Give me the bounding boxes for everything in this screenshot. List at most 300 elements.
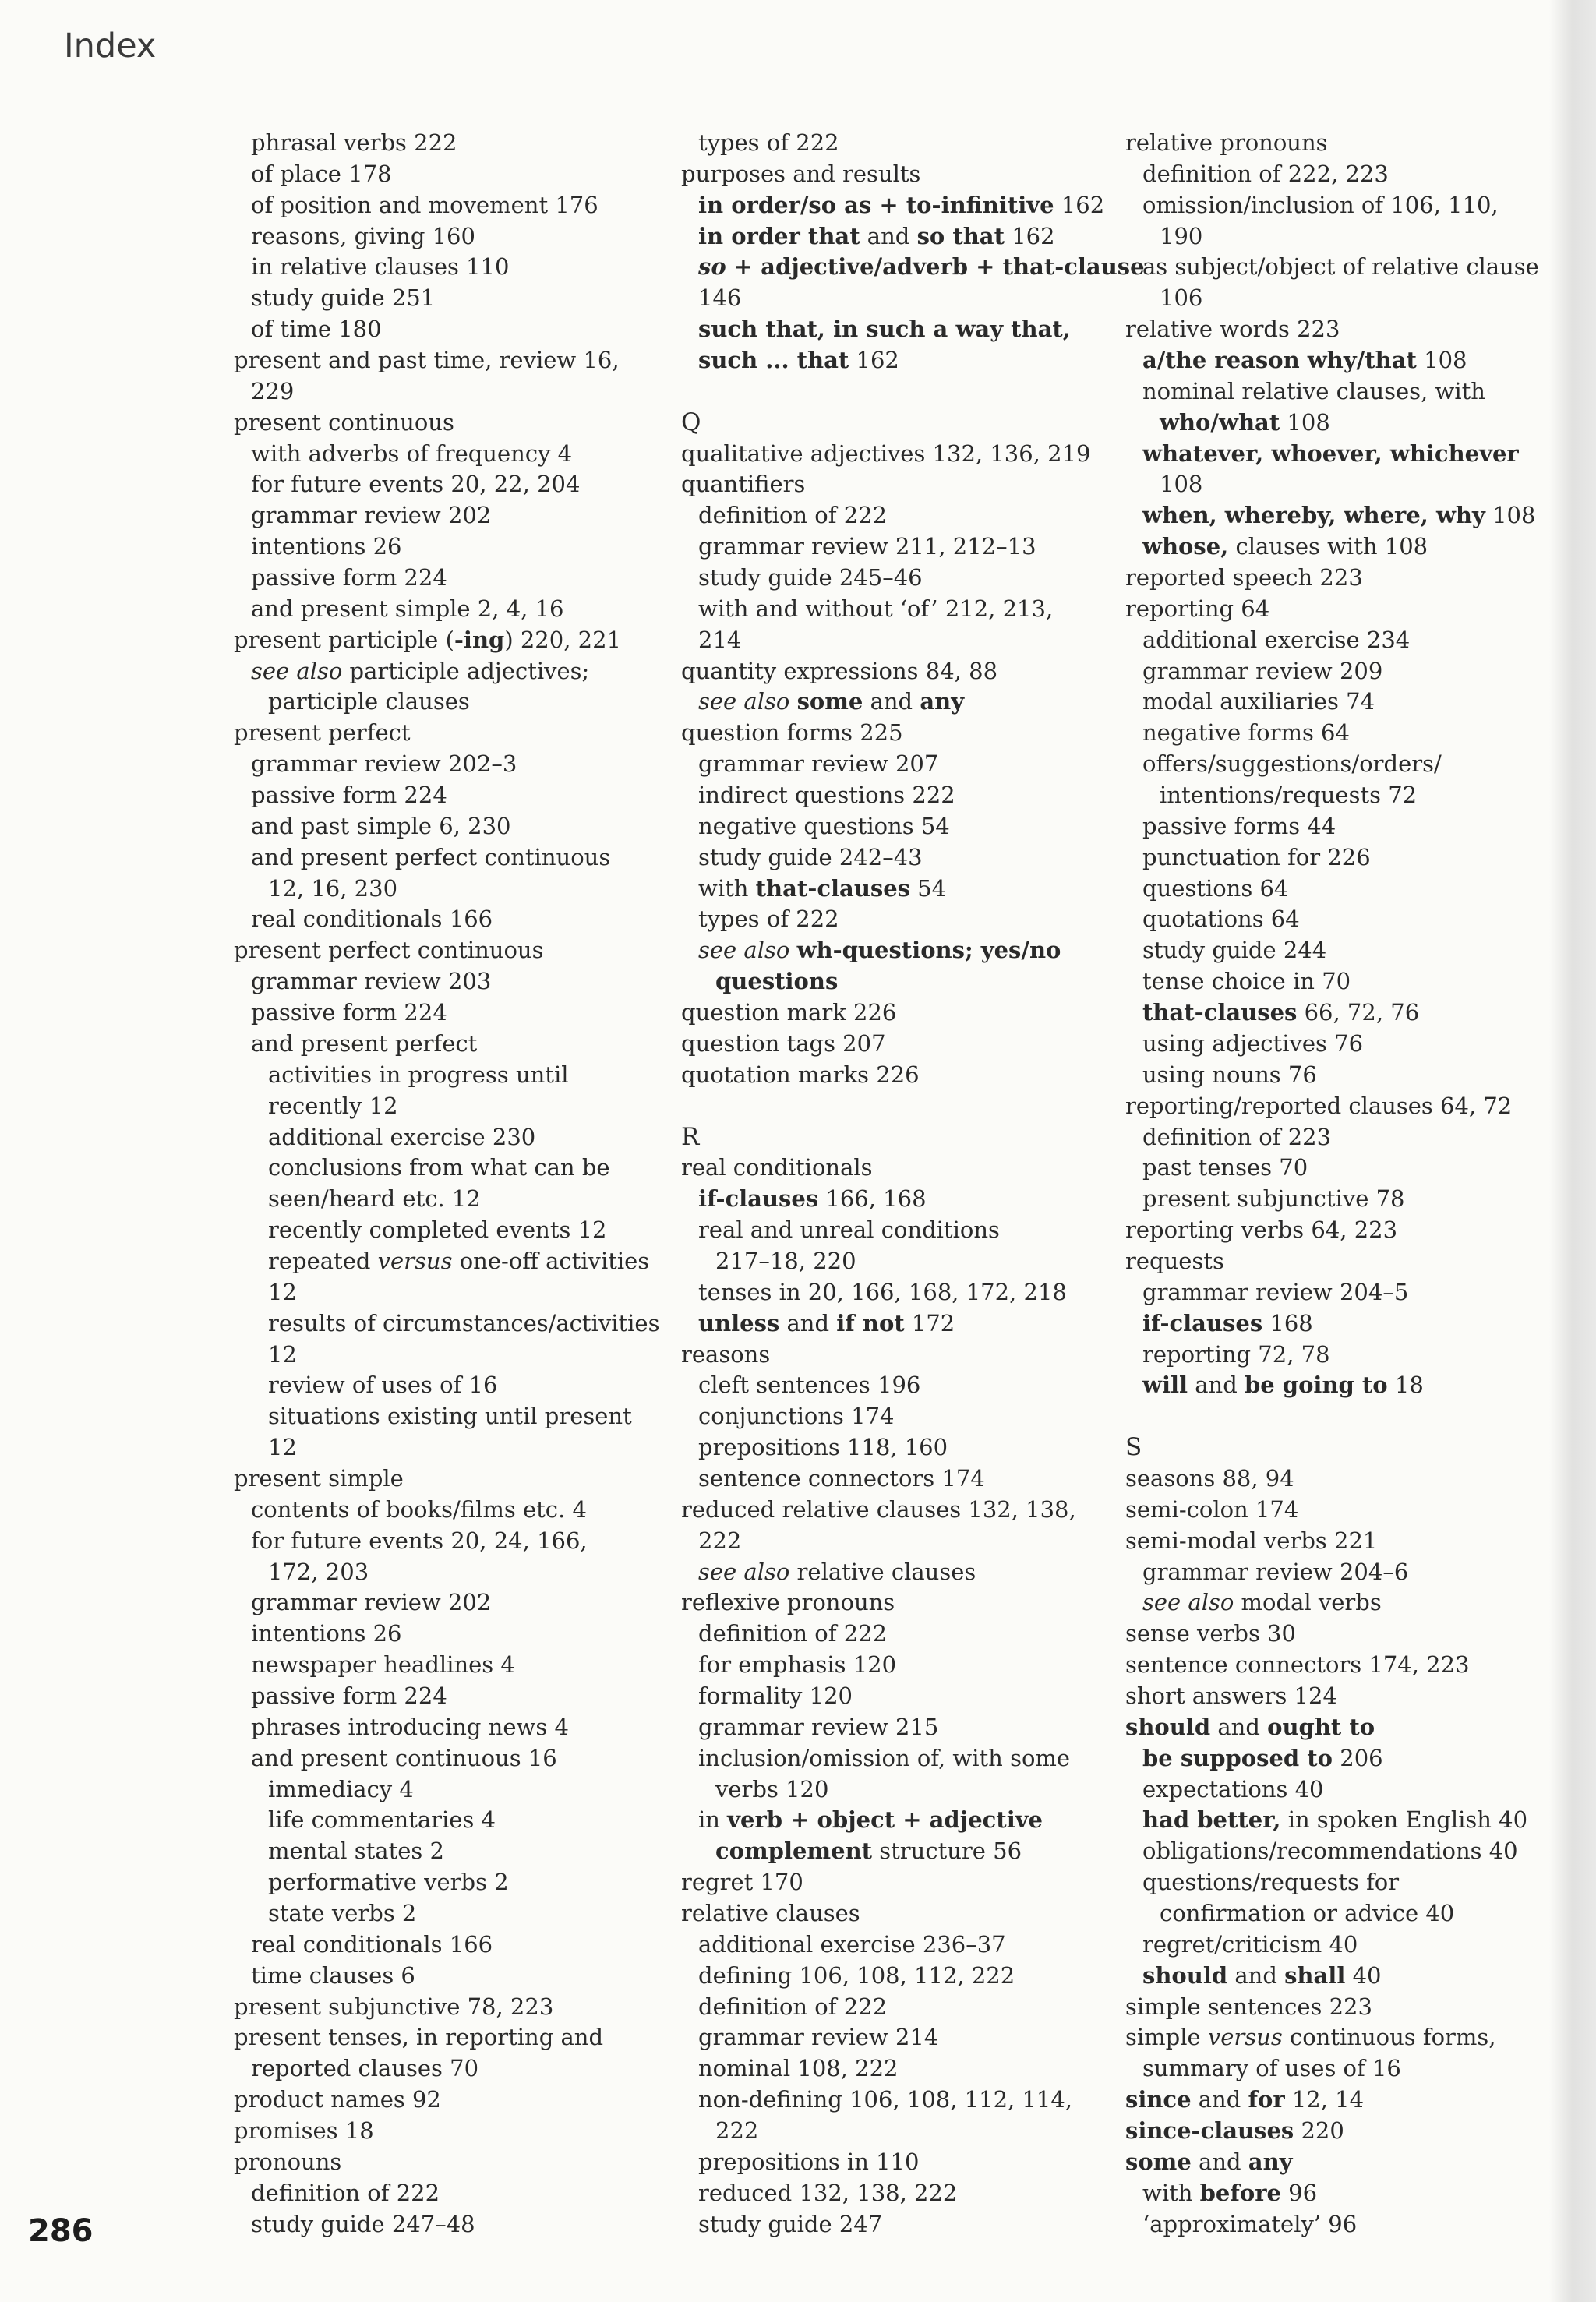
entry-text: in order/so as + to-infinitive: [698, 191, 1054, 218]
entry-text: 206: [1333, 1744, 1383, 1771]
entry-text: definition of 223: [1142, 1123, 1332, 1150]
entry-text: in: [698, 1806, 728, 1834]
entry-text: life commentaries 4: [268, 1806, 496, 1834]
entry-text: phrases introducing news 4: [251, 1713, 569, 1740]
entry-text: recently 12: [268, 1092, 398, 1119]
entry-text: had better,: [1142, 1806, 1281, 1834]
index-entry: [1125, 128, 1562, 159]
index-subentry: [234, 966, 655, 997]
index-entry: [1125, 1712, 1562, 1743]
index-subentry: [234, 2053, 655, 2085]
index-subentry: [234, 1712, 655, 1743]
index-subentry: [234, 563, 655, 594]
entry-text: results of circumstances/activities: [268, 1309, 660, 1336]
index-subentry: [234, 500, 655, 531]
index-entry: [681, 1060, 1102, 1091]
entry-text: negative forms 64: [1142, 719, 1350, 747]
index-subentry: [234, 439, 655, 470]
index-subentry: [234, 1029, 655, 1060]
index-subentry: [681, 1805, 1102, 1836]
page-title: Index: [64, 26, 157, 65]
index-subentry: [234, 1215, 655, 1246]
entry-text: conjunctions 174: [698, 1403, 895, 1430]
entry-text: [789, 937, 796, 963]
index-subentry: [1125, 1587, 1562, 1619]
entry-text: 96: [1280, 2179, 1318, 2206]
entry-text: 229: [251, 377, 295, 404]
index-subentry: [681, 190, 1105, 221]
index-subentry: [681, 749, 1102, 780]
entry-text: grammar review 214: [698, 2024, 939, 2051]
index-subentry: [234, 1370, 655, 1401]
entry-text: reflexive pronouns: [681, 1589, 895, 1616]
index-subentry: [1125, 1277, 1562, 1308]
entry-text: question forms 225: [681, 719, 903, 747]
entry-text: if-clauses: [1142, 1309, 1263, 1336]
index-subentry: [1125, 252, 1562, 283]
index-entry: [681, 469, 1102, 500]
entry-text: performative verbs 2: [268, 1869, 509, 1896]
entry-text: indirect questions 222: [698, 782, 955, 809]
entry-text: mental states 2: [268, 1838, 444, 1865]
entry-text: pronouns: [234, 2148, 342, 2175]
entry-text: passive forms 44: [1142, 812, 1336, 839]
index-subentry: [681, 687, 1102, 718]
index-subentry: [234, 1774, 655, 1806]
entry-text: grammar review 211, 212–13: [698, 533, 1036, 560]
index-subentry: [681, 1557, 1102, 1588]
index-entry: [234, 408, 655, 439]
index-subentry: [681, 1712, 1102, 1743]
index-subentry: [234, 1619, 655, 1650]
entry-text: present perfect: [234, 719, 411, 747]
entry-text: study guide 247–48: [251, 2210, 475, 2237]
index-subentry: [234, 252, 655, 283]
index-subentry: [681, 2116, 1102, 2147]
entry-text: reasons: [681, 1340, 771, 1368]
entry-text: one-off activities: [452, 1247, 650, 1274]
entry-text: passive form 224: [251, 999, 447, 1026]
entry-text: grammar review 202–3: [251, 750, 517, 778]
index-subentry: [234, 1091, 655, 1122]
entry-text: + adjective/adverb + that-clause: [726, 253, 1145, 281]
index-subentry: [681, 1401, 1102, 1432]
index-subentry: [1125, 656, 1562, 687]
entry-text: before: [1199, 2179, 1281, 2206]
entry-text: recently completed events 12: [268, 1216, 607, 1244]
index-subentry: [1125, 2178, 1562, 2209]
entry-text: see also: [698, 937, 790, 964]
index-subentry: [1125, 439, 1562, 470]
entry-text: relative pronouns: [1125, 129, 1328, 156]
index-entry: [681, 1867, 1102, 1898]
index-subentry: [681, 1681, 1102, 1712]
entry-text: real conditionals 166: [251, 1930, 493, 1958]
entry-text: shall: [1284, 1961, 1346, 1989]
entry-text: in relative clauses 110: [251, 253, 510, 281]
index-subentry: [1125, 904, 1562, 935]
entry-text: and: [779, 1309, 837, 1336]
entry-text: present perfect continuous: [234, 937, 544, 964]
index-subentry: [681, 1308, 1102, 1340]
entry-text: newspaper headlines 4: [251, 1651, 515, 1679]
index-subentry: [681, 811, 1102, 842]
index-subentry: [1125, 1060, 1562, 1091]
index-entry: [1125, 563, 1562, 594]
index-subentry: [234, 1681, 655, 1712]
index-subentry: [1125, 1370, 1562, 1401]
entry-text: see also: [698, 688, 790, 715]
index-subentry: [234, 1587, 655, 1619]
entry-text: definition of 222: [698, 502, 888, 529]
index-subentry: [681, 2178, 1102, 2209]
entry-text: reduced relative clauses 132, 138,: [681, 1495, 1076, 1523]
entry-text: passive form 224: [251, 782, 447, 809]
index-subentry: [681, 780, 1102, 811]
index-subentry: [681, 2147, 1102, 2178]
index-subentry: [234, 842, 655, 874]
entry-text: promises 18: [234, 2117, 374, 2144]
entry-text: phrasal verbs 222: [251, 129, 457, 156]
index-subentry: [1125, 190, 1562, 221]
index-subentry: [681, 221, 1102, 252]
entry-text: any: [1248, 2148, 1293, 2175]
index-subentry: [681, 2022, 1102, 2053]
index-entry: [681, 718, 1102, 749]
index-subentry: [1125, 159, 1562, 190]
index-entry: [1125, 2022, 1562, 2053]
index-subentry: [681, 1215, 1102, 1246]
index-subentry: [681, 2053, 1102, 2085]
index-entry: [1125, 1463, 1562, 1495]
entry-text: question mark 226: [681, 999, 897, 1026]
index-subentry: [1125, 625, 1562, 656]
entry-text: and: [1191, 2148, 1248, 2175]
entry-text: punctuation for 226: [1142, 843, 1371, 870]
entry-text: for future events 20, 22, 204: [251, 471, 581, 498]
index-subentry: [1125, 469, 1562, 500]
entry-text: nominal 108, 222: [698, 2055, 899, 2082]
entry-text: such that, in such a way that,: [698, 316, 1071, 343]
index-subentry: [681, 345, 1102, 376]
index-subentry: [681, 314, 1102, 345]
entry-text: see also: [698, 1558, 790, 1585]
entry-text: 162: [849, 347, 899, 374]
entry-text: nominal relative clauses, with: [1142, 377, 1485, 404]
index-subentry: [681, 1743, 1102, 1774]
entry-text: of place 178: [251, 160, 392, 187]
index-entry: [1125, 2085, 1562, 2116]
entry-text: 12: [268, 1278, 297, 1305]
index-subentry: [1125, 1340, 1562, 1371]
entry-text: intentions/requests 72: [1160, 782, 1418, 809]
entry-text: relative clauses: [681, 1899, 860, 1926]
index-subentry: [234, 687, 655, 718]
index-subentry: [681, 1650, 1102, 1681]
index-entry: [1125, 1992, 1562, 2023]
entry-text: and: [860, 222, 917, 249]
entry-text: so: [698, 253, 726, 281]
entry-text: who/what: [1160, 408, 1280, 436]
entry-text: repeated: [268, 1247, 378, 1274]
entry-text: relative clauses: [789, 1558, 976, 1585]
entry-text: intentions 26: [251, 533, 402, 560]
index-subentry: [1125, 1743, 1562, 1774]
entry-text: simple: [1125, 2024, 1208, 2051]
entry-text: whose,: [1142, 533, 1229, 560]
entry-text: present and past time, review 16,: [234, 347, 620, 374]
entry-text: tense choice in 70: [1142, 968, 1351, 995]
entry-text: 168: [1262, 1309, 1313, 1336]
index-entry: [234, 1463, 655, 1495]
index-subentry: [681, 874, 1102, 905]
entry-text: 172: [904, 1309, 955, 1336]
entry-text: [789, 688, 796, 715]
entry-text: reporting/reported clauses 64, 72: [1125, 1092, 1513, 1119]
index-subentry: [234, 1557, 655, 1588]
entry-text: grammar review 204–5: [1142, 1278, 1409, 1305]
entry-text: 214: [698, 626, 742, 653]
index-subentry: [681, 2209, 1102, 2240]
index-subentry: [681, 1930, 1102, 1961]
entry-text: conclusions from what can be: [268, 1154, 610, 1181]
index-subentry: [1125, 1153, 1562, 1184]
entry-text: immediacy 4: [268, 1775, 414, 1802]
entry-text: grammar review 204–6: [1142, 1558, 1409, 1585]
entry-text: and present simple 2, 4, 16: [251, 595, 564, 622]
entry-text: versus: [1207, 2024, 1283, 2051]
index-subentry: [234, 2178, 655, 2209]
index-subentry: [681, 625, 1102, 656]
entry-text: using adjectives 76: [1142, 1029, 1364, 1057]
entry-text: types of 222: [698, 906, 839, 933]
index-entry: [234, 2147, 655, 2178]
index-subentry: [234, 1930, 655, 1961]
entry-text: sentence connectors 174, 223: [1125, 1651, 1470, 1679]
entry-text: S: [1125, 1433, 1142, 1462]
index-subentry: [1125, 1184, 1562, 1215]
entry-text: non-defining 106, 108, 112, 114,: [698, 2086, 1073, 2113]
index-entry: [681, 1898, 1102, 1930]
entry-text: sense verbs 30: [1125, 1620, 1296, 1647]
entry-text: such ... that: [698, 347, 849, 374]
entry-text: and: [1227, 1961, 1285, 1989]
entry-text: versus: [377, 1247, 453, 1274]
entry-text: grammar review 202: [251, 1589, 492, 1616]
entry-text: since-clauses: [1125, 2117, 1294, 2144]
index-entry: [234, 2116, 655, 2147]
index-subentry: [1125, 1308, 1562, 1340]
entry-text: unless: [698, 1309, 780, 1336]
index-subentry: [1125, 811, 1562, 842]
index-subentry: [1125, 1898, 1562, 1930]
entry-text: grammar review 207: [698, 750, 939, 778]
index-subentry: [681, 842, 1102, 874]
index-subentry: [234, 1153, 655, 1184]
entry-text: review of uses of 16: [268, 1372, 498, 1399]
index-entry: [681, 1340, 1102, 1371]
index-entry: [1125, 1526, 1562, 1557]
entry-text: regret/criticism 40: [1142, 1930, 1358, 1958]
entry-text: and: [863, 688, 920, 715]
entry-text: and: [1191, 2086, 1248, 2113]
entry-text: question tags 207: [681, 1029, 886, 1057]
index-subentry: [1125, 1029, 1562, 1060]
index-subentry: [234, 469, 655, 500]
entry-text: present simple: [234, 1464, 404, 1492]
entry-text: a/the reason why/that: [1142, 347, 1417, 374]
entry-text: intentions 26: [251, 1620, 402, 1647]
index-subentry: [1125, 718, 1562, 749]
index-subentry: [234, 1277, 655, 1308]
index-subentry: [681, 594, 1102, 625]
index-entry: [681, 1029, 1102, 1060]
entry-text: will: [1142, 1372, 1188, 1399]
entry-text: offers/suggestions/orders/: [1142, 750, 1442, 778]
index-subentry: [1125, 874, 1562, 905]
entry-text: prepositions 118, 160: [698, 1434, 948, 1461]
entry-text: that-clauses: [1142, 999, 1298, 1026]
entry-text: inclusion/omission of, with some: [698, 1744, 1071, 1771]
entry-text: 12, 16, 230: [268, 874, 398, 902]
index-subentry: [681, 1184, 1102, 1215]
index-subentry: [1125, 408, 1562, 439]
index-subentry: [234, 1867, 655, 1898]
index-subentry: [234, 1184, 655, 1215]
index-subentry: [681, 1432, 1102, 1463]
section-letter: [681, 1122, 1102, 1153]
index-subentry: [1125, 687, 1562, 718]
index-subentry: [681, 1836, 1102, 1867]
index-entry: [1125, 1091, 1562, 1122]
entry-text: contents of books/films etc. 4: [251, 1495, 587, 1523]
entry-text: 108: [1485, 502, 1536, 529]
index-entry: [234, 935, 655, 966]
index-entry: [1125, 1650, 1562, 1681]
entry-text: and present perfect: [251, 1029, 478, 1057]
entry-text: omission/inclusion of 106, 110,: [1142, 191, 1499, 218]
entry-text: that-clauses: [755, 874, 911, 902]
entry-text: and: [1210, 1713, 1268, 1740]
entry-text: additional exercise 236–37: [698, 1930, 1006, 1958]
index-subentry: [681, 935, 1102, 966]
index-subentry: [234, 283, 655, 314]
index-subentry: [681, 128, 1102, 159]
index-subentry: [681, 1961, 1102, 1992]
index-subentry: [234, 1432, 655, 1463]
entry-text: 190: [1160, 222, 1203, 249]
index-entry: [234, 2022, 655, 2053]
index-subentry: [681, 500, 1102, 531]
entry-text: ‘approximately’ 96: [1142, 2210, 1358, 2237]
entry-text: 54: [910, 874, 947, 902]
entry-text: 222: [715, 2117, 759, 2144]
entry-text: for: [1248, 2086, 1285, 2113]
entry-text: regret 170: [681, 1869, 803, 1896]
entry-text: so that: [916, 222, 1005, 249]
entry-text: see also: [251, 657, 343, 684]
entry-text: study guide 247: [698, 2210, 883, 2237]
index-subentry: [234, 874, 655, 905]
entry-text: when, whereby, where, why: [1142, 502, 1485, 529]
entry-text: product names 92: [234, 2086, 441, 2113]
entry-text: requests: [1125, 1247, 1224, 1274]
entry-text: sentence connectors 174: [698, 1464, 985, 1492]
entry-text: 162: [1005, 222, 1055, 249]
index-subentry: [1125, 1867, 1562, 1898]
entry-text: 108: [1160, 471, 1203, 498]
entry-text: definition of 222: [698, 1620, 888, 1647]
index-subentry: [234, 904, 655, 935]
index-entry: [681, 1587, 1102, 1619]
entry-text: negative questions 54: [698, 812, 950, 839]
index-subentry: [234, 1060, 655, 1091]
index-subentry: [234, 1526, 655, 1557]
entry-text: reported clauses 70: [251, 2055, 479, 2082]
index-subentry: [234, 1308, 660, 1340]
entry-text: present subjunctive 78: [1142, 1185, 1405, 1213]
entry-text: formality 120: [698, 1682, 853, 1709]
index-subentry: [1125, 283, 1562, 314]
index-subentry: [1125, 531, 1562, 563]
entry-text: using nouns 76: [1142, 1061, 1317, 1088]
index-subentry: [1125, 1122, 1562, 1153]
index-subentry: [1125, 1557, 1562, 1588]
entry-text: 162: [1054, 191, 1105, 218]
index-subentry: [681, 1619, 1102, 1650]
entry-text: R: [681, 1122, 700, 1151]
index-subentry: [1125, 2209, 1562, 2240]
index-entry: [1125, 314, 1562, 345]
entry-text: with and without ‘of’ 212, 213,: [698, 595, 1054, 622]
entry-text: study guide 242–43: [698, 843, 923, 870]
index-subentry: [1125, 376, 1562, 408]
entry-text: passive form 224: [251, 564, 447, 591]
index-subentry: [234, 1805, 655, 1836]
entry-text: definition of 222: [251, 2179, 440, 2206]
entry-text: continuous forms,: [1282, 2024, 1496, 2051]
entry-text: semi-colon 174: [1125, 1495, 1299, 1523]
index-subentry: [234, 314, 655, 345]
entry-text: seasons 88, 94: [1125, 1464, 1294, 1492]
entry-text: tenses in 20, 166, 168, 172, 218: [698, 1278, 1067, 1305]
index-entry: [1125, 1681, 1562, 1712]
index-entry: [234, 1992, 655, 2023]
index-subentry: [1125, 1774, 1562, 1806]
entry-text: grammar review 215: [698, 1713, 939, 1740]
entry-text: with adverbs of frequency 4: [251, 440, 573, 467]
index-subentry: [1125, 500, 1562, 531]
entry-text: relative words 223: [1125, 316, 1340, 343]
entry-text: real conditionals 166: [251, 906, 493, 933]
entry-text: 108: [1416, 347, 1467, 374]
entry-text: any: [920, 688, 965, 715]
entry-text: ought to: [1267, 1713, 1375, 1740]
entry-text: real conditionals: [681, 1154, 873, 1181]
index-entry: [234, 345, 655, 376]
index-subentry: [681, 966, 1102, 997]
entry-text: grammar review 209: [1142, 657, 1383, 684]
entry-text: time clauses 6: [251, 1961, 415, 1989]
section-gap: [681, 376, 1102, 408]
entry-text: 222: [698, 1527, 742, 1554]
entry-text: purposes and results: [681, 160, 921, 187]
index-subentry: [234, 749, 655, 780]
index-subentry: [1125, 2053, 1562, 2085]
entry-text: present subjunctive 78, 223: [234, 1993, 554, 2020]
entry-text: modal auxiliaries 74: [1142, 688, 1375, 715]
entry-text: simple sentences 223: [1125, 1993, 1372, 2020]
